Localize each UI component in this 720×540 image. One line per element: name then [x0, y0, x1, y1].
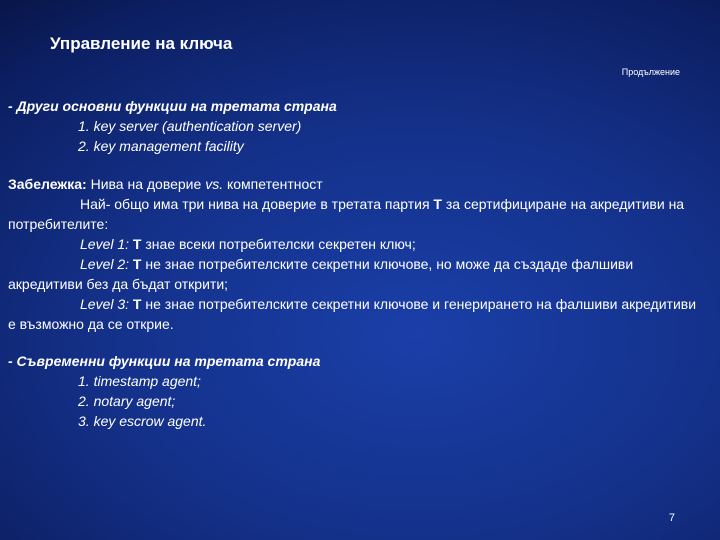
trust-level-3: [8, 294, 704, 334]
note-label: Забележка:: [8, 176, 87, 192]
trust-level-1: [8, 234, 704, 254]
trust-level-3-label: Level 3:: [80, 296, 130, 312]
trust-level-1-t: T: [129, 236, 142, 252]
trust-level-2: [8, 254, 704, 294]
note-heading-part-a: Нива на доверие: [86, 176, 206, 192]
note-heading: [8, 174, 704, 194]
note-heading-part-b: компетентност: [223, 176, 323, 192]
slide-body: [8, 96, 704, 431]
note-intro-rest: за сертифициране на акредитиви на потребителите:: [8, 196, 685, 232]
continuation-label: Продължение: [621, 67, 680, 77]
trust-level-3-text: не знае потребителските секретни ключове и генерирането на фалшиви акредитиви е възможно да се открие.: [8, 296, 697, 332]
list-item-key-escrow-agent: 3. key escrow agent.: [78, 413, 207, 429]
note-heading-vs: vs.: [205, 176, 224, 192]
list-item-key-server: 1. key server (authentication server): [78, 118, 302, 134]
note-intro-text: Най- общо има три нива на доверие в третата партия: [80, 196, 434, 212]
slide-title: Управление на ключа: [50, 34, 233, 53]
list-item-key-management: 2. key management facility: [78, 138, 244, 154]
list-item-timestamp-agent: 1. timestamp agent;: [78, 373, 201, 389]
trust-level-2-label: Level 2:: [80, 256, 130, 272]
trust-level-1-label: Level 1:: [80, 236, 130, 252]
page-number: 7: [668, 512, 675, 524]
section-heading-modern-functions: - Съвременни функции на третата страна: [8, 353, 321, 369]
trust-level-3-t: T: [129, 296, 142, 312]
note-intro-t: T: [433, 196, 442, 212]
list-item-notary-agent: 2. notary agent;: [78, 393, 176, 409]
trust-level-2-t: T: [129, 256, 142, 272]
note-intro: [8, 194, 704, 234]
section-heading-other-functions: - Други основни функции на третата страна: [8, 98, 337, 114]
trust-level-2-text: не знае потребителските секретни ключове, но може да създаде фалшиви акредитиви без да бъдат открити;: [8, 256, 634, 292]
trust-level-1-text: знае всеки потребителски секретен ключ;: [141, 236, 416, 252]
